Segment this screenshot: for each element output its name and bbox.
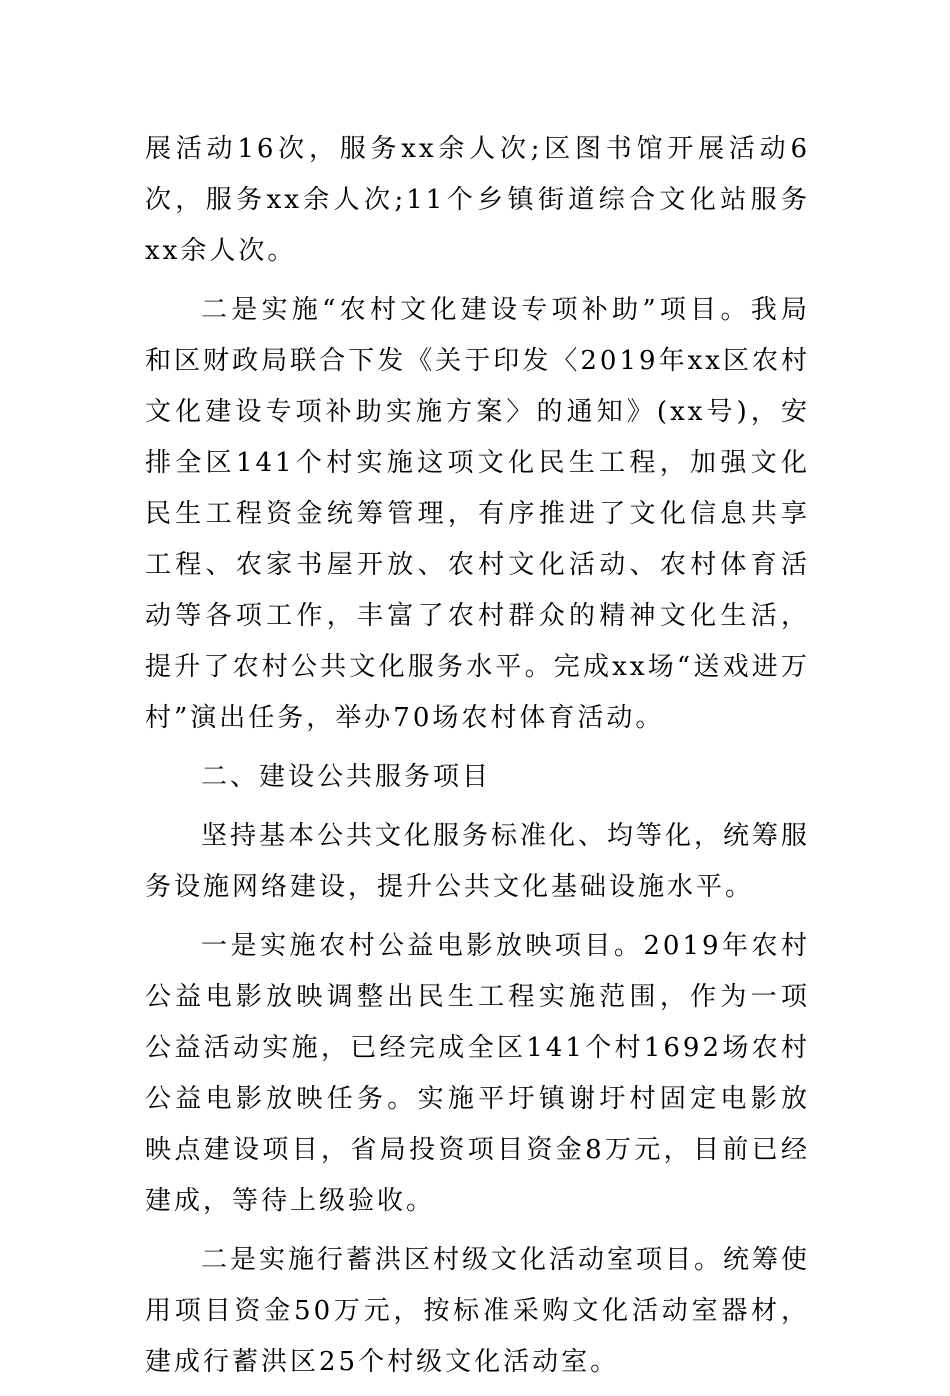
paragraph-standardization: 坚持基本公共文化服务标准化、均等化，统筹服务设施网络建设，提升公共文化基础设施水平。	[145, 821, 811, 902]
document-body	[145, 124, 810, 1396]
paragraph-continuation: 展活动16次，服务xx余人次;区图书馆开展活动6次，服务xx余人次;11个乡镇街道综合文化站服务xx余人次。	[145, 134, 810, 266]
section-heading-public-service: 二、建设公共服务项目	[201, 762, 492, 792]
paragraph-activity-rooms: 二是实施行蓄洪区村级文化活动室项目。统筹使用项目资金50万元，按标准采购文化活动室器材，建成行蓄洪区25个村级文化活动室。	[145, 1245, 811, 1377]
paragraph-film-screening: 一是实施农村公益电影放映项目。2019年农村公益电影放映调整出民生工程实施范围，作为一项公益活动实施，已经完成全区141个村1692场农村公益电影放映任务。实施平圩镇谢圩村固定电影放映点建设项目，省局投资项目资金8万元，目前已经建成，等待上级验收。	[145, 931, 810, 1216]
paragraph-rural-culture-subsidy: 二是实施“农村文化建设专项补助”项目。我局和区财政局联合下发《关于印发〈2019年xx区农村文化建设专项补助实施方案〉的通知》(xx号)，安排全区141个村实施这项文化民生工程，加强文化民生工程资金统筹管理，有序推进了文化信息共享工程、农家书屋开放、农村文化活动、农村体育活动等各项工作，丰富了农村群众的精神文化生活，提升了农村公共文化服务水平。完成xx场“送戏进万村”演出任务，举办70场农村体育活动。	[145, 295, 810, 733]
